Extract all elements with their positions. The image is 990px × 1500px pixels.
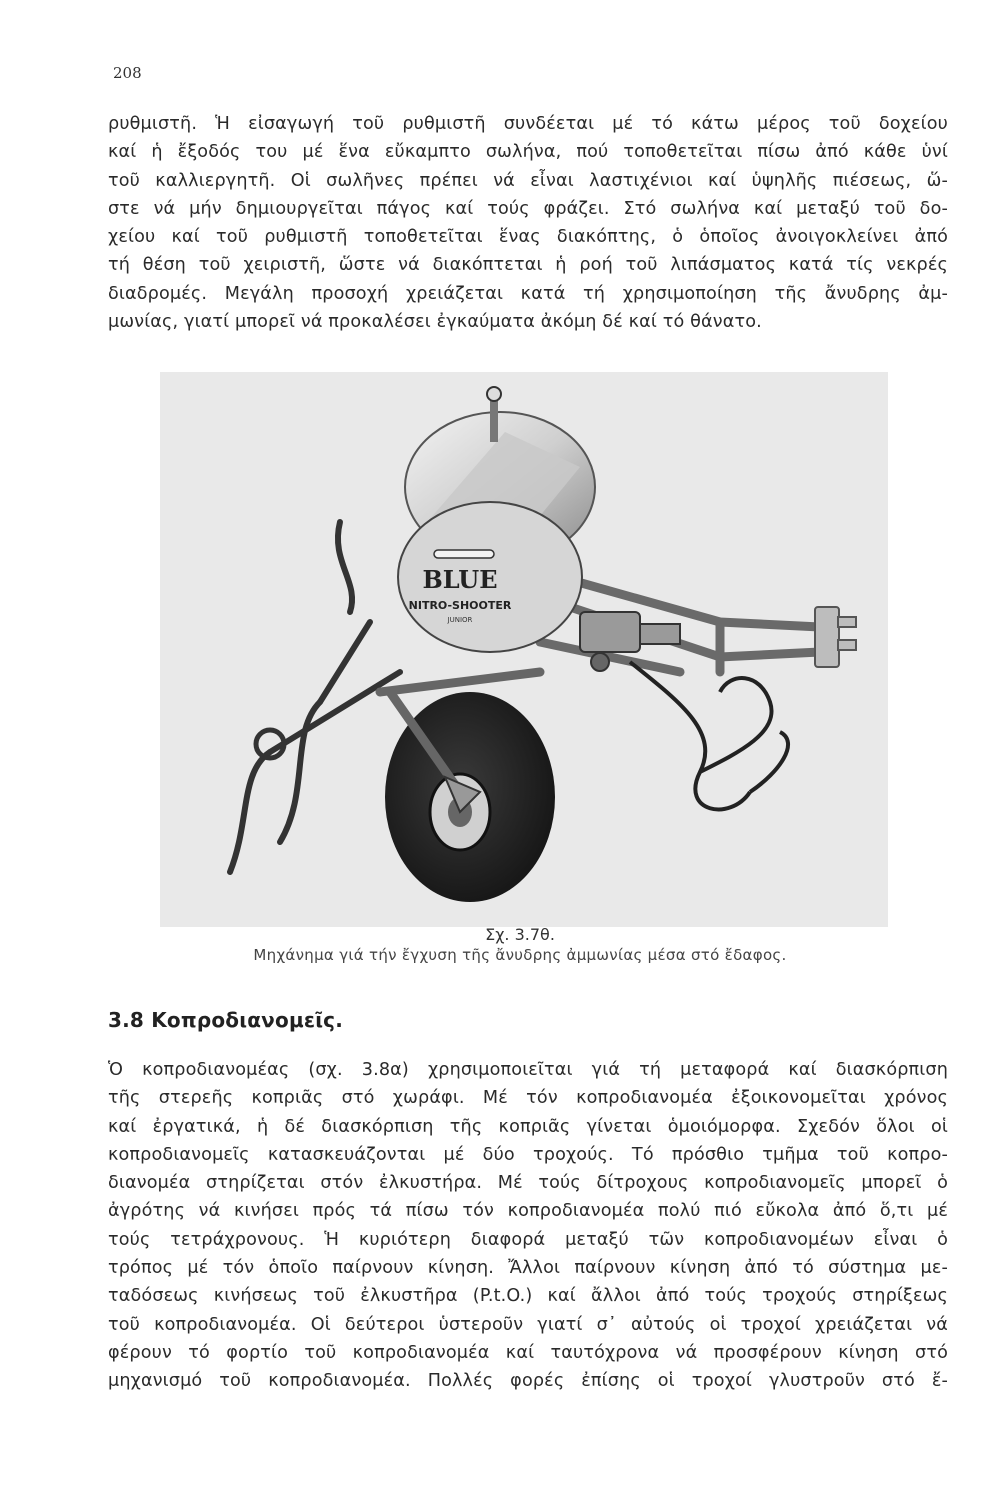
hoses — [630, 662, 788, 809]
text-line: διαδρομές. Μεγάλη προσοχή χρειάζεται κατά τή χρησιμοποίηση τῆς ἄνυδρης ἀμ- — [108, 283, 948, 304]
paragraph-bottom — [108, 1056, 948, 1396]
paragraph-top — [108, 110, 948, 336]
text-line: στε νά μήν δημιουργεῖται πάγος καί τούς φράζει. Στό σωλήνα καί μεταξύ τοῦ δο- — [108, 198, 948, 219]
text-line: Ὁ κοπροδιανομέας (σχ. 3.8α) χρησιμοποιεῖται γιά τή μεταφορά καί διασκόρπιση — [108, 1060, 948, 1080]
page-number: 208 — [113, 64, 142, 82]
text-line: ρυθμιστῆ. Ἡ εἰσαγωγή τοῦ ρυθμιστῆ συνδέεται μέ τό κάτω μέρος τοῦ δοχείου — [108, 114, 948, 134]
text-line: ἀγρότης νά κινήσει πρός τά πίσω τόν κοπροδιανομέα πολύ πιό εὔκολα ἀπό ὅ,τι μέ — [108, 1201, 948, 1222]
text-line: τῆς στερεῆς κοπριᾶς στό χωράφι. Μέ τόν κοπροδιανομέα ἐξοικονομεῖται χρόνος — [108, 1088, 948, 1109]
tank-model-label: NITRO-SHOOTER — [408, 599, 512, 612]
text-line: μηχανισμό τοῦ κοπροδιανομέα. Πολλές φορές ἐπίσης οἱ τροχοί γλυστροῦν στό ἔ- — [108, 1371, 948, 1392]
text-line: διανομέα στηρίζεται στόν ἐλκυστήρα. Μέ τούς δίτροχους κοπροδιανομεῖς μπορεῖ ὁ — [108, 1173, 948, 1194]
tank-brand-label: BLUE — [422, 565, 498, 594]
figure-ammonia-applicator — [160, 372, 888, 927]
figure-caption-text: Μηχάνημα γιά τήν ἔγχυση τῆς ἄνυδρης ἀμμωνίας μέσα στό ἔδαφος. — [253, 946, 787, 964]
tines — [230, 522, 400, 872]
figure-caption-number: Σχ. 3.7θ. — [485, 925, 555, 944]
text-line: τρόπος μέ τόν ὁποῖο παίρνουν κίνηση. Ἄλλοι παίρνουν κίνηση ἀπό τό σύστημα με- — [108, 1258, 948, 1279]
machine-illustration — [160, 372, 888, 927]
text-line: τοῦ καλλιεργητῆ. Οἱ σωλῆνες πρέπει νά εἶναι λαστιχένιοι καί ὑψηλῆς πιέσεως, ὥ- — [108, 170, 948, 191]
text-line: καί ἐργατικά, ἡ δέ διασκόρπιση τῆς κοπριᾶς γίνεται ὁμοιόμορφα. Σχεδόν ὅλοι οἱ — [108, 1116, 948, 1137]
text-line: μωνίας, γιατί μπορεῖ νά προκαλέσει ἐγκαύματα ἀκόμη δέ καί τό θάνατο. — [108, 312, 762, 333]
text-line: τή θέση τοῦ χειριστῆ, ὥστε νά διακόπτεται ἡ ροή τοῦ λιπάσματος κατά τίς νεκρές — [108, 255, 948, 276]
text-line: φέρουν τό φορτίο τοῦ κοπροδιανομέα καί ταυτόχρονα νά προσφέρουν κίνηση στό — [108, 1342, 948, 1363]
text-line: τοῦ κοπροδιανομέα. Οἱ δεύτεροι ὑστεροῦν γιατί σ᾽ αὐτούς οἱ τροχοί χρειάζεται νά — [108, 1314, 948, 1335]
section-heading: 3.8 Κοπροδιανομεῖς. — [108, 1008, 344, 1032]
text-line: καί ἡ ἔξοδός του μέ ἕνα εὔκαμπτο σωλήνα, πού τοποθετεῖται πίσω ἀπό κάθε ὑνί — [108, 142, 948, 163]
text-line: τούς τετράχρονους. Ἡ κυριότερη διαφορά μεταξύ τῶν κοπροδιανομέων εἶναι ὁ — [108, 1229, 948, 1250]
text-line: χείου καί τοῦ ρυθμιστῆ τοποθετεῖται ἕνας διακόπτης, ὁ ὁποῖος ἀνοιγοκλείνει ἀπό — [108, 227, 948, 248]
tank-small-label: JUNIOR — [447, 616, 473, 624]
hitch — [815, 607, 856, 667]
tank — [398, 387, 595, 652]
text-line: ταδόσεως κινήσεως τοῦ ἐλκυστῆρα (P.t.O.) καί ἄλλοι ἀπό τούς τροχούς στηρίξεως — [108, 1286, 948, 1307]
text-line: κοπροδιανομεῖς κατασκευάζονται μέ δύο τροχούς. Τό πρόσθιο τμῆμα τοῦ κοπρο- — [108, 1144, 948, 1165]
